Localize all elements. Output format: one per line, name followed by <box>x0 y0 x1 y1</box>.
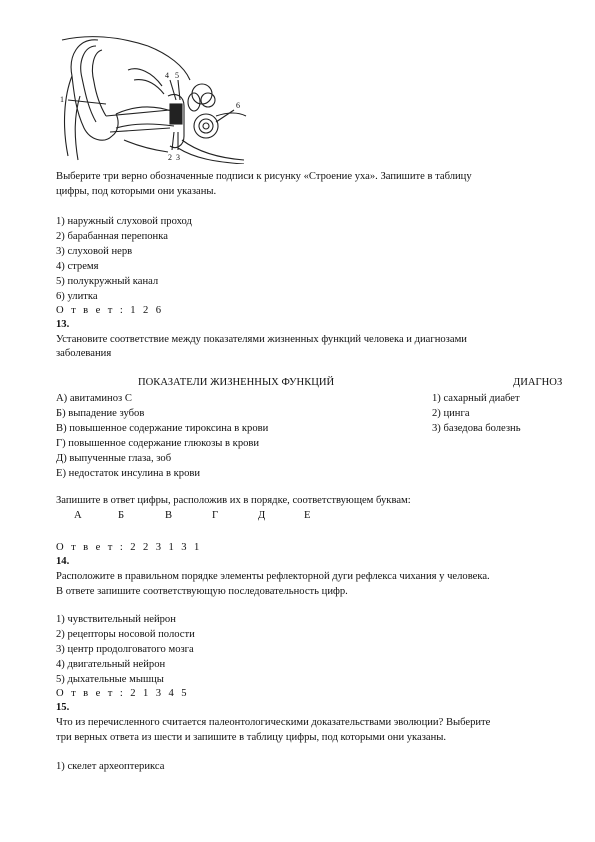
q12-option: 5) полукружный канал <box>56 276 159 287</box>
q13-left-item: Д) выпученные глаза, зоб <box>56 453 172 464</box>
q13-letter: В <box>165 510 173 521</box>
figure-label-6: 6 <box>236 101 240 110</box>
q12-option: 6) улитка <box>56 291 98 302</box>
q12-option: 3) слуховой нерв <box>56 246 133 257</box>
figure-label-1: 1 <box>60 95 64 104</box>
figure-label-2: 2 <box>168 153 172 162</box>
q13-left-item: А) авитаминоз С <box>56 393 132 404</box>
q14-answer: О т в е т : 2 1 3 4 5 <box>56 688 189 699</box>
q13-number: 13. <box>56 319 70 330</box>
q13-left-header: ПОКАЗАТЕЛИ ЖИЗНЕННЫХ ФУНКЦИЙ <box>138 377 335 388</box>
q13-letter: Д <box>258 510 266 521</box>
q13-right-item: 3) базедова болезнь <box>432 423 521 434</box>
q13-letter: Е <box>304 510 311 521</box>
figure-label-5: 5 <box>175 71 179 80</box>
q13-answer: О т в е т : 2 2 3 1 3 1 <box>56 542 202 553</box>
q14-prompt-line2: В ответе запишите соответствующую последовательность цифр. <box>56 586 348 597</box>
q13-right-item: 2) цинга <box>432 408 470 419</box>
q14-option: 5) дыхательные мышцы <box>56 674 164 685</box>
q13-left-item: Б) выпадение зубов <box>56 408 145 419</box>
q14-option: 1) чувствительный нейрон <box>56 614 176 625</box>
q12-prompt-line2: цифры, под которыми они указаны. <box>56 186 217 197</box>
q13-letter: Г <box>212 510 219 521</box>
q13-letter: Б <box>118 510 125 521</box>
q15-prompt-line1: Что из перечисленного считается палеонтологическими доказательствами эволюции? Выберите <box>56 717 491 728</box>
q13-right-item: 1) сахарный диабет <box>432 393 520 404</box>
q13-prompt-line1: Установите соответствие между показателями жизненных функций человека и диагнозами <box>56 334 467 345</box>
q12-option: 1) наружный слуховой проход <box>56 216 192 227</box>
q14-option: 3) центр продолговатого мозга <box>56 644 194 655</box>
q13-left-item: В) повышенное содержание тироксина в крови <box>56 423 269 434</box>
q13-prompt-line2: заболевания <box>56 348 112 359</box>
q12-option: 4) стремя <box>56 261 99 272</box>
q13-right-header: ДИАГНОЗ <box>513 377 563 388</box>
figure-label-4: 4 <box>165 71 169 80</box>
q15-number: 15. <box>56 702 70 713</box>
q14-number: 14. <box>56 556 70 567</box>
q12-answer: О т в е т : 1 2 6 <box>56 305 164 316</box>
q15-prompt-line2: три верных ответа из шести и запишите в таблицу цифры, под которыми они указаны. <box>56 732 447 743</box>
figure-label-3: 3 <box>176 153 180 162</box>
q13-left-item: Е) недостаток инсулина в крови <box>56 468 201 479</box>
q13-left-item: Г) повышенное содержание глюкозы в крови <box>56 438 260 449</box>
q13-letter: А <box>74 510 82 521</box>
q12-option: 2) барабанная перепонка <box>56 231 168 242</box>
q12-prompt-line1: Выберите три верно обозначенные подписи к рисунку «Строение уха». Запишите в таблицу <box>56 171 472 182</box>
q14-option: 2) рецепторы носовой полости <box>56 629 195 640</box>
q14-prompt-line1: Расположите в правильном порядке элементы рефлекторной дуги рефлекса чихания у человека. <box>56 571 490 582</box>
ear-structure-figure <box>58 36 248 164</box>
q14-option: 4) двигательный нейрон <box>56 659 166 670</box>
q13-instruction: Запишите в ответ цифры, расположив их в порядке, соответствующем буквам: <box>56 495 411 506</box>
q15-option: 1) скелет археоптерикса <box>56 761 165 772</box>
